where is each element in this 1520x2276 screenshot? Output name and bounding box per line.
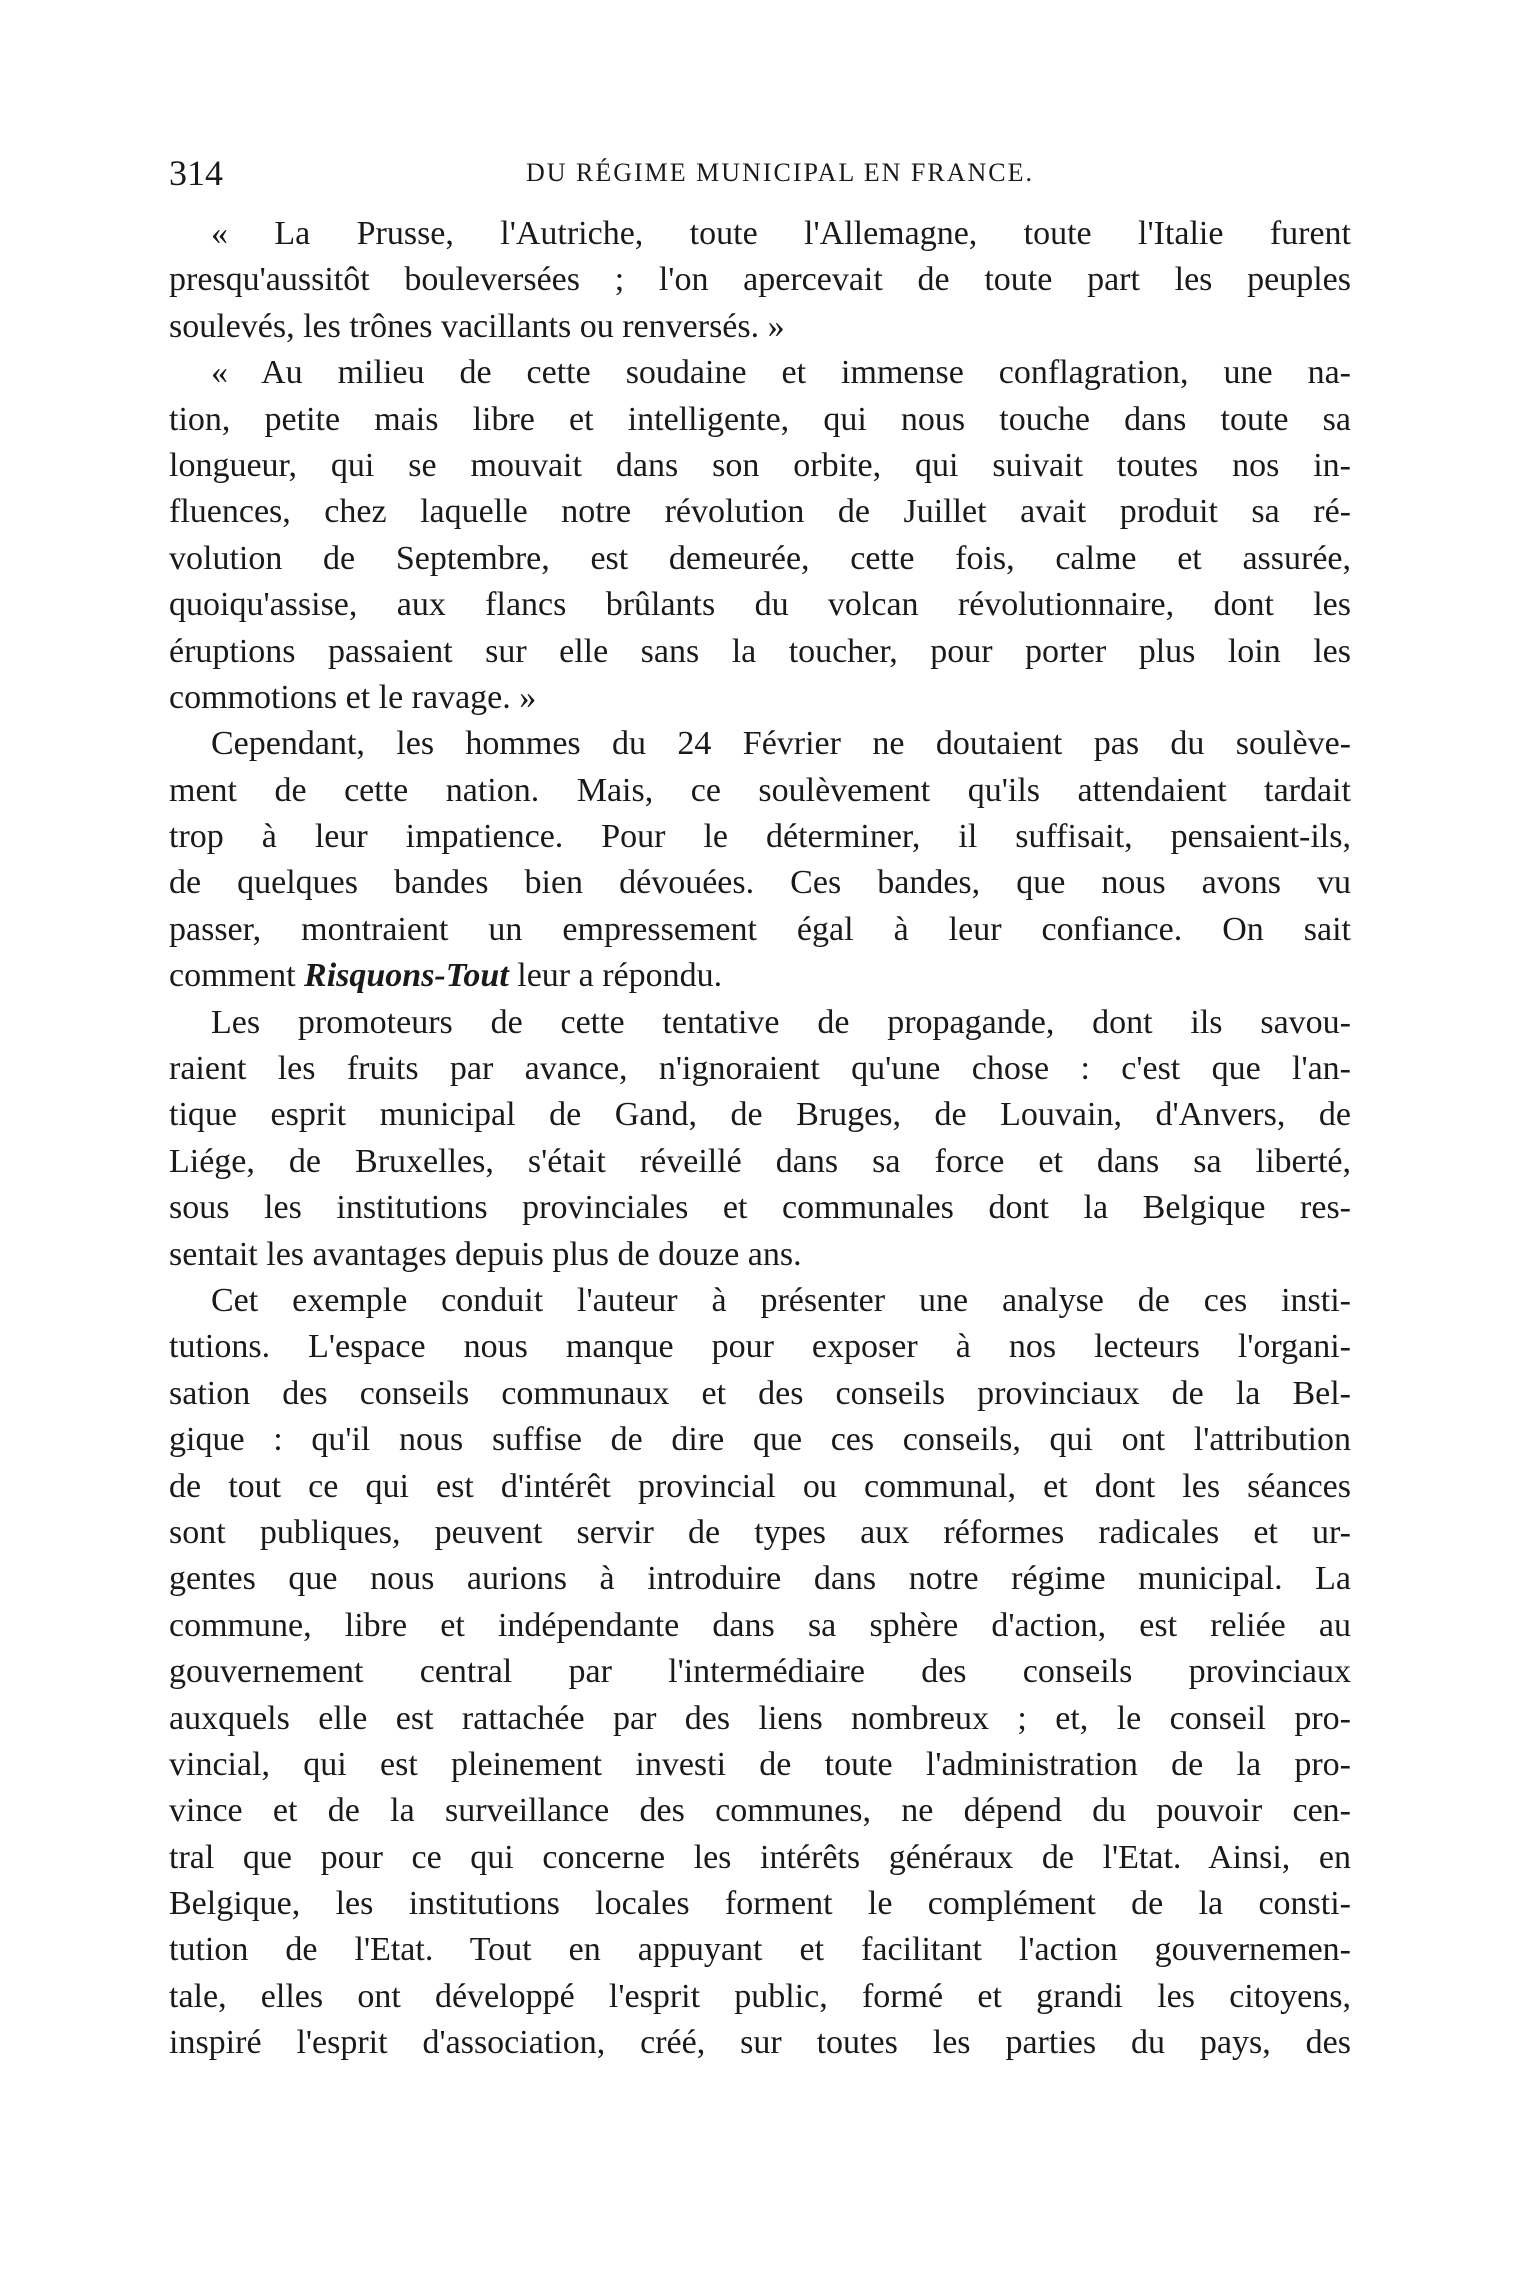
text-line: Cependant, les hommes du 24 Février ne doutaient pas du soulève- xyxy=(211,725,1351,763)
text-line: presqu'aussitôt bouleversées ; l'on apercevait de toute part les peuples xyxy=(169,261,1351,299)
text-line: ment de cette nation. Mais, ce soulèvement qu'ils attendaient tardait xyxy=(169,771,1351,809)
text-segment: leur a répondu. xyxy=(508,957,723,995)
text-line: trop à leur impatience. Pour le déterminer, il suffisait, pensaient-ils, xyxy=(169,818,1351,856)
text-line: tale, elles ont développé l'esprit public, formé et grandi les citoyens, xyxy=(169,1977,1351,2015)
italic-text: Risquons-Tout xyxy=(304,957,509,995)
text-line: auxquels elle est rattachée par des liens nombreux ; et, le conseil pro- xyxy=(169,1699,1351,1737)
text-line: volution de Septembre, est demeurée, cette fois, calme et assurée, xyxy=(169,539,1351,577)
text-line: soulevés, les trônes vacillants ou renversés. » xyxy=(169,307,785,345)
text-segment: comment xyxy=(169,957,305,995)
text-line: tique esprit municipal de Gand, de Bruges, de Louvain, d'Anvers, de xyxy=(169,1096,1351,1134)
paragraph xyxy=(169,1278,1351,2067)
body-text xyxy=(169,211,1351,2067)
text-line: de quelques bandes bien dévouées. Ces bandes, que nous avons vu xyxy=(169,864,1351,902)
text-line xyxy=(169,953,1351,999)
text-line: Belgique, les institutions locales forment le complément de la consti- xyxy=(169,1885,1351,1923)
text-line: quoiqu'assise, aux flancs brûlants du volcan révolutionnaire, dont les xyxy=(169,586,1351,624)
text-line: tutions. L'espace nous manque pour exposer à nos lecteurs l'organi- xyxy=(169,1328,1351,1366)
text-line: commune, libre et indépendante dans sa sphère d'action, est reliée au xyxy=(169,1606,1351,1644)
text-line: tution de l'Etat. Tout en appuyant et facilitant l'action gouvernemen- xyxy=(169,1931,1351,1969)
text-line: inspiré l'esprit d'association, créé, sur toutes les parties du pays, des xyxy=(169,2024,1351,2062)
paragraph xyxy=(169,211,1351,350)
page-number: 314 xyxy=(169,153,223,193)
running-title: DU RÉGIME MUNICIPAL EN FRANCE. xyxy=(525,158,1035,187)
text-line: de tout ce qui est d'intérêt provincial ou communal, et dont les séances xyxy=(169,1467,1351,1505)
paragraph xyxy=(169,1000,1351,1278)
text-line: « La Prusse, l'Autriche, toute l'Allemagne, toute l'Italie furent xyxy=(211,215,1351,252)
text-line: Cet exemple conduit l'auteur à présenter une analyse de ces insti- xyxy=(211,1281,1351,1319)
text-line: gouvernement central par l'intermédiaire des conseils provinciaux xyxy=(169,1653,1351,1691)
text-line: passer, montraient un empressement égal à leur confiance. On sait xyxy=(169,910,1351,948)
text-line: longueur, qui se mouvait dans son orbite, qui suivait toutes nos in- xyxy=(169,446,1351,484)
text-line: sont publiques, peuvent servir de types aux réformes radicales et ur- xyxy=(169,1513,1351,1551)
paragraph xyxy=(169,721,1351,999)
text-line: sous les institutions provinciales et communales dont la Belgique res- xyxy=(169,1189,1351,1227)
text-line: tion, petite mais libre et intelligente, qui nous touche dans toute sa xyxy=(169,400,1351,438)
text-line: sation des conseils communaux et des conseils provinciaux de la Bel- xyxy=(169,1374,1351,1412)
text-line: gique : qu'il nous suffise de dire que ces conseils, qui ont l'attribution xyxy=(169,1421,1351,1459)
text-line: Liége, de Bruxelles, s'était réveillé dans sa force et dans sa liberté, xyxy=(169,1142,1351,1180)
text-line: raient les fruits par avance, n'ignoraient qu'une chose : c'est que l'an- xyxy=(169,1050,1351,1088)
text-line: fluences, chez laquelle notre révolution de Juillet avait produit sa ré- xyxy=(169,493,1351,531)
text-line: commotions et le ravage. » xyxy=(169,678,537,716)
paragraph xyxy=(169,350,1351,721)
text-line: Les promoteurs de cette tentative de propagande, dont ils savou- xyxy=(211,1003,1351,1041)
page-header xyxy=(169,152,1351,198)
text-line: « Au milieu de cette soudaine et immense conflagration, une na- xyxy=(211,354,1351,392)
text-line: sentait les avantages depuis plus de douze ans. xyxy=(169,1235,802,1273)
text-line: gentes que nous aurions à introduire dans notre régime municipal. La xyxy=(169,1560,1351,1598)
text-line: vincial, qui est pleinement investi de toute l'administration de la pro- xyxy=(169,1745,1351,1783)
text-line: tral que pour ce qui concerne les intérêts généraux de l'Etat. Ainsi, en xyxy=(169,1838,1351,1876)
text-line: éruptions passaient sur elle sans la toucher, pour porter plus loin les xyxy=(169,632,1351,670)
text-line: vince et de la surveillance des communes, ne dépend du pouvoir cen- xyxy=(169,1792,1351,1830)
